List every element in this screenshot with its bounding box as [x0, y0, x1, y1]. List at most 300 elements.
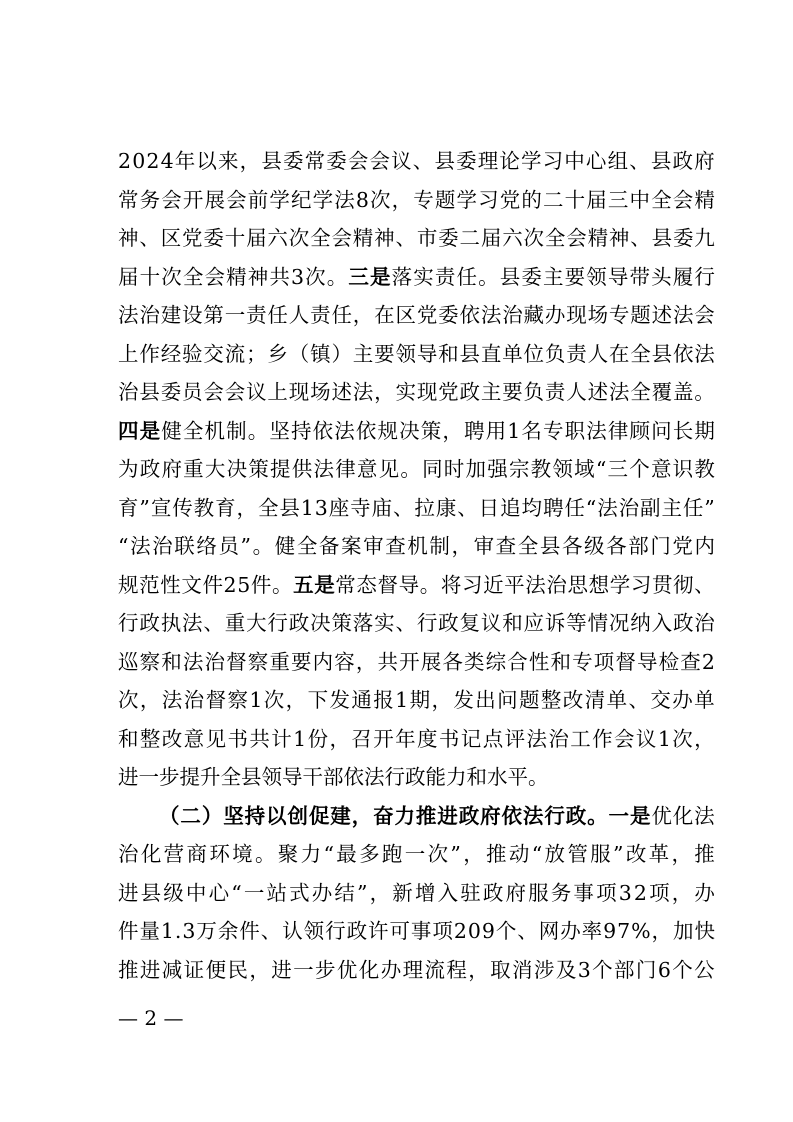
glyph: 进: [271, 957, 292, 982]
glyph: 2: [146, 149, 160, 173]
glyph: 查: [680, 649, 701, 674]
glyph: 会: [672, 187, 694, 212]
glyph: 事: [410, 919, 432, 943]
glyph: 办: [311, 880, 333, 905]
glyph: 法: [313, 457, 334, 481]
glyph: 议: [391, 149, 412, 173]
glyph: 、: [628, 688, 649, 712]
glyph: 履: [672, 264, 694, 289]
glyph: 头: [651, 264, 672, 289]
glyph: 专: [572, 649, 593, 674]
glyph: 全: [310, 226, 331, 250]
glyph: 政: [482, 880, 504, 905]
glyph: 律: [335, 457, 356, 481]
glyph: 育: [118, 495, 139, 520]
glyph: 坚: [269, 418, 290, 443]
text-line: [118, 643, 715, 682]
glyph: 次: [161, 264, 182, 289]
glyph: 清: [584, 688, 606, 712]
glyph: ，: [239, 149, 261, 173]
glyph: 二: [459, 226, 480, 250]
glyph: 会: [203, 380, 224, 404]
glyph: 部: [628, 534, 649, 558]
glyph: 消: [512, 957, 533, 982]
glyph: 依: [459, 303, 480, 327]
text-line: [118, 951, 715, 990]
glyph: 常: [335, 572, 356, 597]
page-number: — 2 —: [118, 1006, 184, 1030]
glyph: 任: [331, 303, 352, 327]
glyph: 式: [289, 880, 310, 905]
glyph: 整: [540, 688, 562, 712]
glyph: 率: [581, 919, 603, 943]
glyph: 人: [587, 341, 609, 366]
glyph: 服: [528, 880, 549, 905]
glyph: 教: [530, 457, 552, 481]
glyph: 治: [118, 380, 139, 404]
glyph: 理: [402, 957, 424, 982]
glyph: 书: [227, 726, 248, 751]
glyph: 聘: [464, 418, 485, 443]
glyph: 时: [443, 457, 465, 481]
glyph: 改: [161, 726, 183, 751]
glyph: 位: [523, 341, 545, 366]
glyph: 案: [341, 534, 362, 558]
glyph: 3: [618, 880, 632, 905]
glyph: 及: [555, 957, 577, 982]
glyph: （: [159, 803, 180, 828]
glyph: 性: [528, 649, 550, 674]
glyph: 三: [607, 457, 629, 481]
glyph: 法: [586, 418, 607, 443]
glyph: 学: [269, 187, 290, 212]
glyph: 重: [224, 611, 246, 635]
glyph: 将: [440, 572, 462, 597]
glyph: 、: [412, 149, 434, 173]
glyph: 政: [438, 611, 459, 635]
glyph: 务: [139, 187, 161, 212]
glyph: 治: [183, 688, 205, 712]
glyph: 法: [118, 303, 139, 327]
glyph: 应: [523, 611, 545, 635]
glyph: 律: [607, 418, 629, 443]
glyph: 9: [603, 919, 617, 943]
glyph: 个: [629, 457, 650, 481]
glyph: 习: [478, 187, 499, 212]
glyph: 强: [487, 457, 508, 481]
glyph: 门: [650, 534, 671, 558]
glyph: 进: [139, 957, 161, 982]
glyph: 场: [310, 380, 331, 404]
glyph: 要: [564, 264, 586, 289]
glyph: 落: [352, 611, 374, 635]
glyph: 健: [161, 418, 182, 443]
glyph: 追: [500, 495, 521, 520]
glyph: 委: [438, 303, 459, 327]
glyph: 经: [160, 341, 182, 366]
glyph: 。: [254, 842, 276, 866]
glyph: 个: [495, 919, 517, 943]
glyph: 领: [395, 341, 416, 366]
glyph: 届: [118, 264, 139, 289]
glyph: 量: [139, 919, 160, 943]
glyph: 、: [203, 611, 224, 635]
glyph: 性: [160, 572, 181, 597]
glyph: 期: [694, 418, 715, 443]
glyph: 驻: [460, 880, 481, 905]
glyph: 决: [226, 457, 248, 481]
glyph: 、: [630, 226, 651, 250]
glyph: 神: [608, 226, 630, 250]
glyph: 共: [269, 264, 290, 289]
glyph: 法: [694, 341, 715, 366]
glyph: 领: [303, 919, 325, 943]
glyph: 全: [544, 226, 566, 250]
glyph: 事: [573, 880, 594, 905]
glyph: 项: [593, 649, 615, 674]
glyph: 2: [453, 919, 467, 943]
glyph: 督: [377, 572, 399, 597]
glyph: 彻: [673, 572, 694, 597]
glyph: 项: [596, 880, 617, 905]
glyph: 见: [205, 726, 227, 751]
glyph: 府: [505, 880, 526, 905]
glyph: 县: [539, 534, 561, 558]
glyph: 负: [523, 380, 545, 404]
glyph: 行: [694, 264, 715, 289]
glyph: 述: [587, 380, 609, 404]
glyph: 开: [182, 187, 204, 212]
glyph: 络: [196, 534, 217, 558]
glyph: 6: [657, 957, 671, 982]
glyph: 和: [118, 726, 139, 751]
glyph: 。: [326, 264, 348, 289]
glyph: 2: [701, 649, 715, 674]
glyph: 心: [208, 880, 230, 905]
text-line: [118, 912, 715, 951]
glyph: 入: [651, 611, 673, 635]
glyph: 在: [608, 341, 630, 366]
glyph: 全: [517, 534, 539, 558]
glyph: 一: [608, 803, 630, 828]
glyph: 、: [260, 919, 282, 943]
glyph: 作: [592, 726, 613, 751]
glyph: 2: [223, 572, 237, 597]
glyph: 区: [160, 226, 182, 250]
glyph: 覆: [651, 380, 673, 404]
glyph: “: [323, 842, 334, 866]
glyph: 政: [672, 611, 694, 635]
glyph: ，: [651, 919, 673, 943]
glyph: 展: [204, 187, 225, 212]
glyph: 合: [507, 649, 528, 674]
glyph: 报: [373, 688, 394, 712]
glyph: 政: [672, 149, 693, 173]
glyph: 意: [183, 726, 205, 751]
glyph: 跑: [381, 842, 403, 866]
glyph: 检: [658, 649, 680, 674]
glyph: 办: [544, 303, 566, 327]
glyph: 一: [293, 957, 314, 982]
glyph: 门: [635, 957, 657, 982]
glyph: 任: [456, 264, 478, 289]
glyph: 现: [566, 303, 587, 327]
glyph: 宗: [508, 457, 530, 481]
glyph: 执: [160, 611, 182, 635]
text-line: [118, 566, 715, 605]
glyph: 法: [182, 649, 204, 674]
glyph: 一: [404, 842, 426, 866]
glyph: 次: [370, 187, 391, 212]
glyph: 流: [424, 957, 445, 982]
glyph: 期: [409, 688, 431, 712]
glyph: 中: [185, 880, 207, 905]
glyph: 神: [374, 226, 395, 250]
text-line: [118, 681, 715, 720]
glyph: 决: [310, 611, 331, 635]
glyph: 入: [437, 880, 459, 905]
glyph: 次: [672, 726, 693, 751]
glyph: 负: [544, 341, 566, 366]
glyph: ，: [249, 957, 270, 982]
glyph: 机: [204, 418, 225, 443]
glyph: 进: [437, 803, 458, 828]
glyph: 九: [694, 226, 715, 250]
glyph: 法: [182, 611, 203, 635]
glyph: 、: [517, 919, 538, 943]
glyph: 项: [649, 880, 670, 905]
glyph: 长: [672, 418, 694, 443]
glyph: 依: [672, 341, 694, 366]
glyph: 7: [617, 919, 631, 943]
glyph: 带: [629, 264, 651, 289]
glyph: ，: [463, 842, 484, 866]
glyph: 许: [368, 919, 389, 943]
glyph: 最: [336, 842, 357, 866]
glyph: ，: [236, 495, 258, 520]
glyph: 点: [482, 726, 504, 751]
glyph: 中: [564, 149, 585, 173]
glyph: 增: [414, 880, 436, 905]
glyph: 制: [226, 418, 247, 443]
glyph: 步: [315, 957, 336, 982]
glyph: 察: [227, 688, 248, 712]
glyph: 单: [694, 688, 715, 712]
glyph: 全: [182, 264, 204, 289]
glyph: 治: [204, 649, 225, 674]
glyph: 中: [629, 187, 651, 212]
glyph: 二: [180, 803, 201, 828]
glyph: 万: [196, 919, 217, 943]
glyph: 民: [227, 957, 248, 982]
glyph: 开: [373, 726, 394, 751]
glyph: 年: [395, 726, 416, 751]
glyph: 治: [502, 303, 523, 327]
glyph: 意: [650, 457, 672, 481]
glyph: 取: [490, 957, 511, 982]
glyph: 评: [504, 726, 526, 751]
glyph: 委: [672, 226, 694, 250]
glyph: 要: [374, 341, 395, 366]
glyph: ”: [704, 495, 715, 520]
glyph: 程: [446, 957, 467, 982]
glyph: 育: [215, 495, 236, 520]
glyph: 上: [267, 380, 288, 404]
glyph: 会: [331, 226, 352, 250]
glyph: 情: [587, 611, 609, 635]
glyph: 议: [635, 726, 657, 751]
glyph: ）: [331, 341, 352, 366]
glyph: 党: [416, 303, 438, 327]
glyph: 习: [630, 572, 652, 597]
text-line: [118, 296, 715, 335]
glyph: 复: [459, 611, 480, 635]
glyph: 1: [657, 726, 671, 751]
glyph: 全: [651, 187, 672, 212]
glyph: 推: [694, 842, 715, 866]
glyph: 全: [296, 534, 318, 558]
glyph: ，: [355, 649, 377, 674]
glyph: 副: [640, 495, 661, 520]
glyph: 记: [460, 726, 482, 751]
glyph: 会: [161, 187, 182, 212]
glyph: 责: [246, 303, 267, 327]
glyph: 贯: [651, 572, 673, 597]
glyph: 力: [394, 803, 415, 828]
glyph: 3: [314, 495, 328, 520]
glyph: ，: [431, 688, 452, 712]
glyph: 治: [548, 726, 569, 751]
glyph: 人: [288, 303, 310, 327]
glyph: 用: [485, 418, 507, 443]
glyph: 大: [204, 457, 226, 481]
glyph: 届: [480, 226, 502, 250]
glyph: 导: [398, 572, 420, 597]
glyph: ，: [352, 303, 374, 327]
text-line: [118, 258, 715, 297]
glyph: 、: [392, 495, 414, 520]
glyph: 。: [587, 803, 608, 828]
glyph: 党: [438, 380, 459, 404]
glyph: 商: [186, 842, 207, 866]
glyph: ，: [671, 842, 692, 866]
glyph: ”: [139, 495, 150, 520]
glyph: 心: [585, 149, 607, 173]
glyph: 审: [473, 534, 495, 558]
glyph: 任: [267, 303, 288, 327]
glyph: 题: [434, 187, 456, 212]
glyph: 况: [608, 611, 630, 635]
glyph: 5: [237, 572, 251, 597]
glyph: ，: [369, 880, 391, 905]
glyph: 的: [521, 187, 542, 212]
glyph: 证: [183, 957, 205, 982]
glyph: 次: [288, 226, 310, 250]
glyph: 府: [694, 149, 715, 173]
text-line: [118, 489, 715, 528]
glyph: 县: [261, 149, 282, 173]
glyph: 以: [266, 803, 287, 828]
glyph: 十: [224, 226, 246, 250]
glyph: 和: [502, 611, 523, 635]
glyph: （: [288, 341, 310, 366]
glyph: 员: [182, 380, 203, 404]
glyph: 是: [139, 418, 161, 443]
glyph: 实: [374, 611, 395, 635]
glyph: 习: [461, 572, 483, 597]
glyph: 思: [567, 572, 588, 597]
text-run: 进一步提升全县领导干部依法行政能力和水平。: [118, 765, 549, 789]
glyph: 和: [161, 649, 182, 674]
glyph: 涉: [533, 957, 555, 982]
glyph: 范: [139, 572, 160, 597]
glyph: 委: [160, 380, 182, 404]
glyph: 三: [607, 187, 629, 212]
glyph: ，: [694, 726, 715, 751]
glyph: 专: [608, 303, 630, 327]
glyph: 等: [566, 611, 587, 635]
glyph: 纪: [291, 187, 312, 212]
glyph: 察: [247, 649, 269, 674]
glyph: 学: [312, 187, 334, 212]
glyph: 域: [574, 457, 595, 481]
glyph: 各: [442, 649, 463, 674]
glyph: 法: [526, 726, 547, 751]
glyph: 。: [271, 572, 293, 597]
glyph: 个: [672, 957, 693, 982]
glyph: 县: [650, 149, 672, 173]
glyph: 法: [130, 534, 151, 558]
glyph: 交: [203, 341, 224, 366]
glyph: 件: [250, 572, 272, 597]
glyph: ，: [442, 418, 463, 443]
glyph: 专: [543, 418, 564, 443]
glyph: 站: [266, 880, 287, 905]
glyph: 政: [346, 919, 368, 943]
glyph: ”: [613, 842, 624, 866]
glyph: 提: [270, 457, 291, 481]
glyph: 法: [161, 688, 183, 712]
glyph: 行: [267, 611, 288, 635]
text-line: [118, 181, 715, 220]
glyph: 神: [118, 226, 139, 250]
glyph: 任: [564, 495, 585, 520]
glyph: 次: [263, 688, 285, 712]
glyph: 县: [459, 341, 480, 366]
glyph: 法: [694, 803, 715, 828]
glyph: 述: [651, 303, 673, 327]
glyph: ”: [357, 880, 368, 905]
glyph: 以: [196, 149, 217, 173]
glyph: 开: [399, 649, 420, 674]
glyph: 法: [522, 803, 544, 828]
glyph: 级: [163, 880, 184, 905]
glyph: 书: [438, 726, 460, 751]
glyph: 责: [310, 303, 331, 327]
glyph: 平: [504, 572, 525, 597]
text-line: [118, 720, 715, 759]
glyph: 容: [334, 649, 355, 674]
glyph: 2: [633, 880, 647, 905]
text-line: [118, 835, 715, 874]
glyph: 推: [486, 842, 507, 866]
glyph: 便: [205, 957, 227, 982]
glyph: 。: [694, 380, 715, 404]
glyph: “: [531, 842, 543, 866]
glyph: 境: [232, 842, 253, 866]
glyph: 审: [363, 534, 384, 558]
glyph: 党: [672, 534, 693, 558]
